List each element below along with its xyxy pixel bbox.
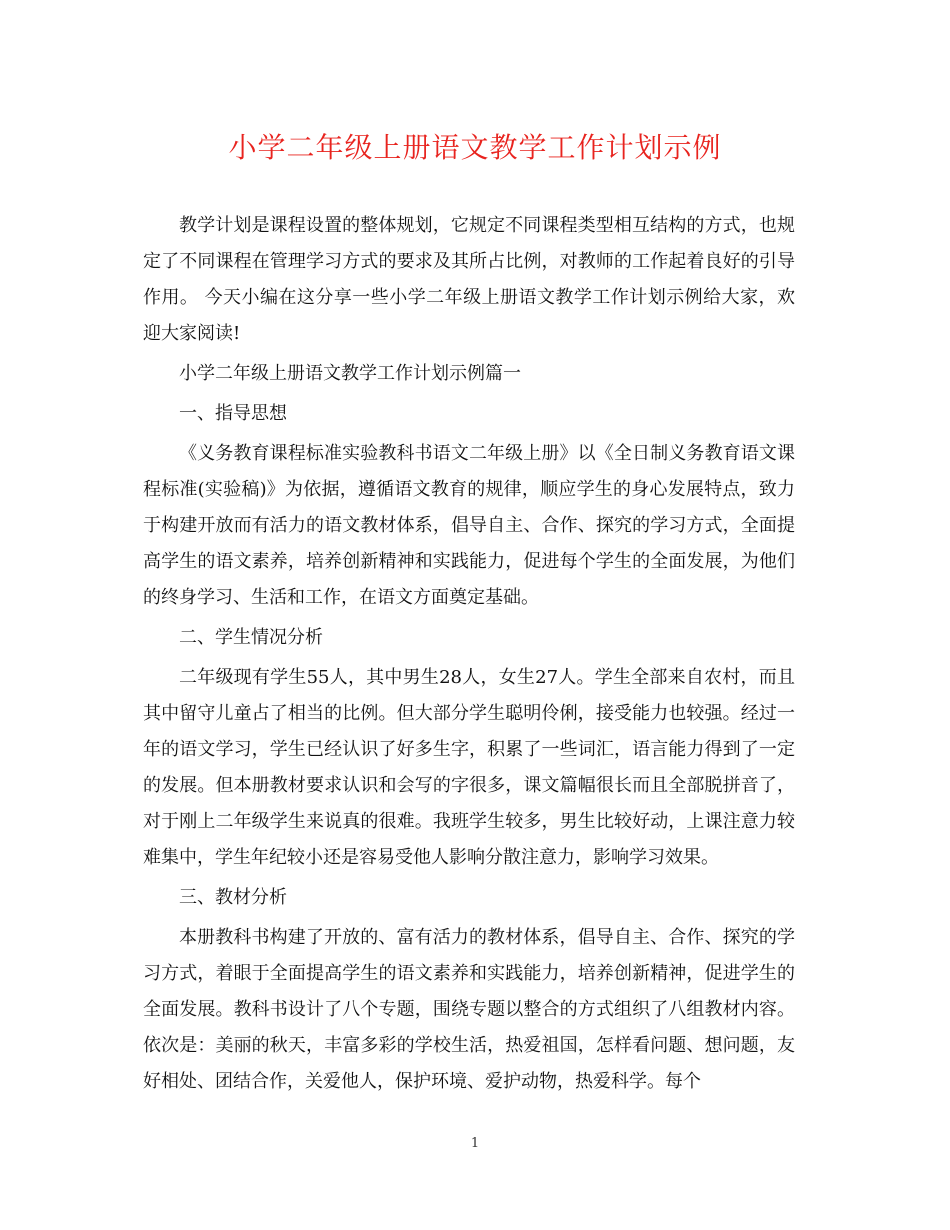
section-title: 小学二年级上册语文教学工作计划示例篇一 xyxy=(179,363,521,384)
document-body xyxy=(143,208,795,1104)
intro-paragraph: 教学计划是课程设置的整体规划，它规定不同课程类型相互结构的方式，也规定了不同课程在管理学习方式的要求及其所占比例，对教师的工作起着良好的引导作用。 今天小编在这分享一些小学二年级上册语文教学工作计划示例给大家，欢迎大家阅读! xyxy=(143,215,795,344)
page-number: 1 xyxy=(470,1136,480,1151)
heading-student-analysis: 二、学生情况分析 xyxy=(179,627,323,648)
heading-textbook-analysis: 三、教材分析 xyxy=(179,887,287,908)
paragraph-textbook-analysis: 本册教科书构建了开放的、富有活力的教材体系，倡导自主、合作、探究的学习方式，着眼于全面提高学生的语文素养和实践能力，培养创新精神，促进学生的全面发展。教科书设计了八个专题，围绕专题以整合的方式组织了八组教材内容。依次是：美丽的秋天，丰富多彩的学校生活，热爱祖国，怎样看问题、想问题，友好相处、团结合作，关爱他人，保护环境、爱护动物，热爱科学。每个 xyxy=(143,927,795,1092)
paragraph-student-analysis: 二年级现有学生55人，其中男生28人，女生27人。学生全部来自农村，而且其中留守儿童占了相当的比例。但大部分学生聪明伶俐，接受能力也较强。经过一年的语文学习，学生已经认识了好多生字，积累了一些词汇，语言能力得到了一定的发展。但本册教材要求认识和会写的字很多，课文篇幅很长而且全部脱拼音了，对于刚上二年级学生来说真的很难。我班学生较多，男生比较好动，上课注意力较难集中，学生年纪较小还是容易受他人影响分散注意力，影响学习效果。 xyxy=(143,667,795,868)
page-title: 小学二年级上册语文教学工作计划示例 xyxy=(228,131,722,164)
paragraph-guiding-ideology: 《义务教育课程标准实验教科书语文二年级上册》以《全日制义务教育语文课程标准(实验稿)》为依据，遵循语文教育的规律，顺应学生的身心发展特点，致力于构建开放而有活力的语文教材体系，倡导自主、合作、探究的学习方式，全面提高学生的语文素养，培养创新精神和实践能力，促进每个学生的全面发展，为他们的终身学习、生活和工作，在语文方面奠定基础。 xyxy=(143,443,795,608)
heading-guiding-ideology: 一、指导思想 xyxy=(179,403,287,424)
